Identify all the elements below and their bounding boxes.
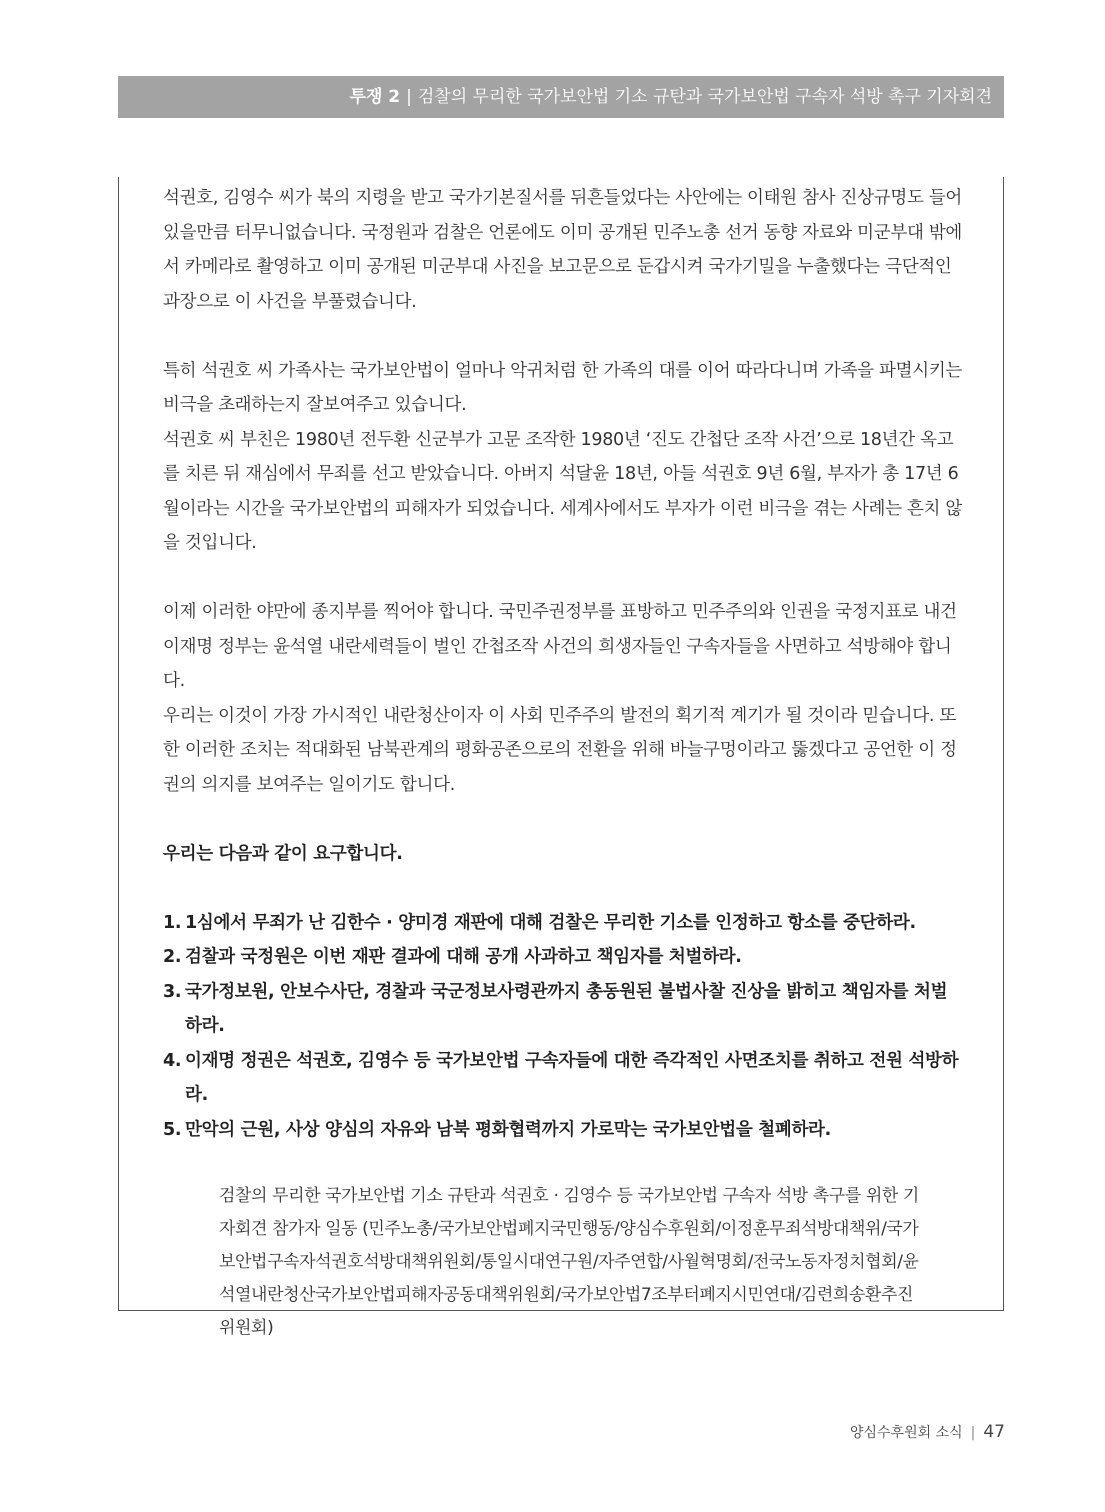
article-content-box (118, 177, 1004, 1338)
demand-text: 국가정보원, 안보수사단, 경찰과 국군정보사령관까지 총동원된 불법사찰 진상을 밝히고 책임자를 처벌하라. (185, 981, 948, 1036)
demand-text: 검찰과 국정원은 이번 재판 결과에 대해 공개 사과하고 책임자를 처벌하라. (185, 947, 742, 967)
header-title: 검찰의 무리한 국가보안법 기소 규탄과 국가보안법 구속자 석방 촉구 기자회견 (417, 87, 992, 107)
demand-number: 2. (163, 947, 182, 967)
page-footer (850, 1422, 1005, 1442)
paragraph-gap (163, 802, 963, 837)
paragraph-4: 이제 이러한 야만에 종지부를 찍어야 합니다. 국민주권정부를 표방하고 민주주의와 인권을 국정지표로 내건 이재명 정부는 윤석열 내란세력들이 벌인 간첩조작 사건의 희생자들인 구속자들을 사면하고 석방해야 합니다. (163, 602, 957, 691)
article-body (163, 181, 963, 1147)
paragraph-2: 특히 석권호 씨 가족사는 국가보안법이 얼마나 악귀처럼 한 가족의 대를 이어 따라다니며 가족을 파멸시키는 비극을 초래하는지 잘보여주고 있습니다. (163, 360, 963, 415)
footer-divider: | (970, 1425, 976, 1441)
page-number: 47 (983, 1422, 1005, 1442)
demand-text: 만악의 근원, 사상 양심의 자유와 남북 평화협력까지 가로막는 국가보안법을 철폐하라. (185, 1119, 832, 1140)
publication-name: 양심수후원회 소식 (849, 1425, 963, 1441)
page-header-bar (118, 76, 1004, 118)
demand-item (163, 906, 963, 941)
demands-heading: 우리는 다음과 같이 요구합니다. (163, 843, 403, 864)
demand-item (163, 975, 963, 1044)
demand-number: 3. (163, 981, 182, 1002)
section-label: 투쟁 2 (349, 87, 401, 107)
demand-text: 1심에서 무죄가 난 김한수 · 양미경 재판에 대해 검찰은 무리한 기소를 인정하고 항소를 중단하라. (185, 912, 916, 933)
demand-number: 4. (163, 1050, 182, 1071)
paragraph-5: 우리는 이것이 가장 가시적인 내란청산이자 이 사회 민주주의 발전의 획기적 계기가 될 것이라 믿습니다. 또한 이러한 조치는 적대화된 남북관계의 평화공존으로의 전환을 위해 바늘구멍이라고 뚫겠다고 공언한 이 정권의 의지를 보여주는 일이기도 합니다. (163, 705, 957, 795)
demands-list (163, 906, 963, 1148)
paragraph-1: 석권호, 김영수 씨가 북의 지령을 받고 국가기본질서를 뒤흔들었다는 사안에는 이태원 참사 진상규명도 들어 있을만큼 터무니없습니다. 국정원과 검찰은 언론에도 이미 공개된 민주노총 선거 동향 자료와 미군부대 밖에서 카메라로 촬영하고 이미 공개된 미군부대 사진을 보고문으로 둔갑시켜 국가기밀을 누출했다는 극단적인 과장으로 이 사건을 부풀렸습니다. (163, 188, 963, 312)
signatories-statement: 검찰의 무리한 국가보안법 기소 규탄과 석권호 · 김영수 등 국가보안법 구속자 석방 촉구를 위한 기자회견 참가자 일동 (민주노총/국가보안법폐지국민행동/양심수후원회/이정훈무죄석방대책위/국가보안법구속자석권호석방대책위원회/통일시대연구원/자주연합/사월혁명회/전국노동자정치협회/윤석열내란청산국가보안법피해자공동대책위원회/국가보안법7조부터폐지시민연대/김련희송환추진위원회) (219, 1186, 919, 1338)
demand-item (163, 1113, 963, 1148)
paragraph-3: 석권호 씨 부친은 1980년 전두환 신군부가 고문 조작한 1980년 ‘진도 간첩단 조작 사건’으로 18년간 옥고를 치른 뒤 재심에서 무죄를 선고 받았습니다. 아버지 석달윤 18년, 아들 석권호 9년 6월, 부자가 총 17년 6월이라는 시간을 국가보안법의 피해자가 되었습니다. 세계사에서도 부자가 이런 비극을 겪는 사례는 흔치 않을 것입니다. (163, 429, 963, 553)
paragraph-gap (163, 561, 963, 596)
demand-text: 이재명 정권은 석권호, 김영수 등 국가보안법 구속자들에 대한 즉각적인 사면조치를 취하고 전원 석방하라. (185, 1050, 959, 1105)
paragraph-gap (163, 319, 963, 354)
paragraph-gap (163, 871, 963, 906)
demand-number: 1. (163, 912, 182, 933)
demand-item (163, 940, 963, 975)
demand-item (163, 1044, 963, 1113)
demand-number: 5. (163, 1119, 182, 1140)
header-separator: | (406, 87, 412, 107)
